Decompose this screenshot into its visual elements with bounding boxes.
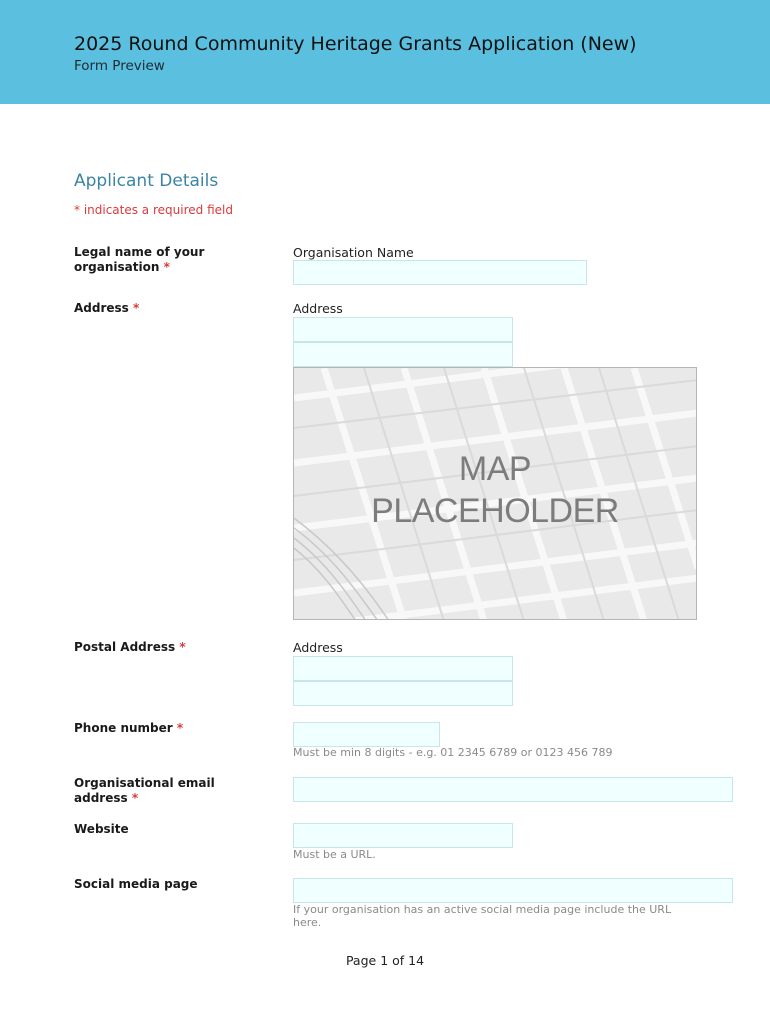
- address-line1-input[interactable]: [293, 317, 513, 342]
- legal-name-label: [74, 245, 264, 275]
- address-sublabel: Address: [293, 301, 343, 316]
- required-marker: *: [179, 640, 186, 654]
- website-hint: Must be a URL.: [293, 848, 376, 861]
- map-placeholder-text: [294, 448, 696, 532]
- form-title: 2025 Round Community Heritage Grants Application (New): [74, 33, 637, 55]
- postal-address-line2-input[interactable]: [293, 681, 513, 706]
- organisation-name-sublabel: Organisation Name: [293, 245, 414, 260]
- email-input[interactable]: [293, 777, 733, 802]
- social-media-label: [74, 877, 264, 892]
- map-placeholder: [293, 367, 697, 620]
- phone-label: [74, 721, 264, 736]
- required-marker: *: [131, 791, 139, 805]
- website-label: [74, 822, 264, 837]
- map-placeholder-line2: PLACEHOLDER: [371, 492, 619, 530]
- postal-address-label-text: Postal Address: [74, 640, 176, 654]
- required-note: * indicates a required field: [74, 203, 233, 217]
- postal-address-line1-input[interactable]: [293, 656, 513, 681]
- email-label: [74, 776, 264, 806]
- required-marker: *: [176, 721, 184, 735]
- section-title: Applicant Details: [74, 171, 219, 191]
- website-input[interactable]: [293, 823, 513, 848]
- phone-hint: Must be min 8 digits - e.g. 01 2345 6789 or 0123 456 789: [293, 746, 613, 759]
- phone-label-text: Phone number: [74, 721, 173, 735]
- social-media-input[interactable]: [293, 878, 733, 903]
- required-marker: *: [133, 301, 140, 315]
- postal-address-sublabel: Address: [293, 640, 343, 655]
- required-marker: *: [163, 260, 170, 274]
- form-header: [0, 0, 770, 104]
- page-number: Page 1 of 14: [345, 953, 425, 968]
- social-media-hint: If your organisation has an active social media page include the URL here.: [293, 903, 672, 929]
- website-label-text: Website: [74, 822, 129, 836]
- phone-number-input[interactable]: [293, 722, 440, 747]
- social-media-label-text: Social media page: [74, 877, 198, 891]
- address-label-text: Address: [74, 301, 129, 315]
- postal-address-label: [74, 640, 264, 655]
- address-label: [74, 301, 264, 316]
- legal-name-label-text: Legal name of your organisation: [74, 245, 205, 274]
- address-line2-input[interactable]: [293, 342, 513, 367]
- email-label-text: Organisational email address: [74, 776, 215, 805]
- map-placeholder-line1: MAP: [458, 450, 532, 488]
- organisation-name-input[interactable]: [293, 260, 587, 285]
- form-subtitle: Form Preview: [74, 58, 165, 74]
